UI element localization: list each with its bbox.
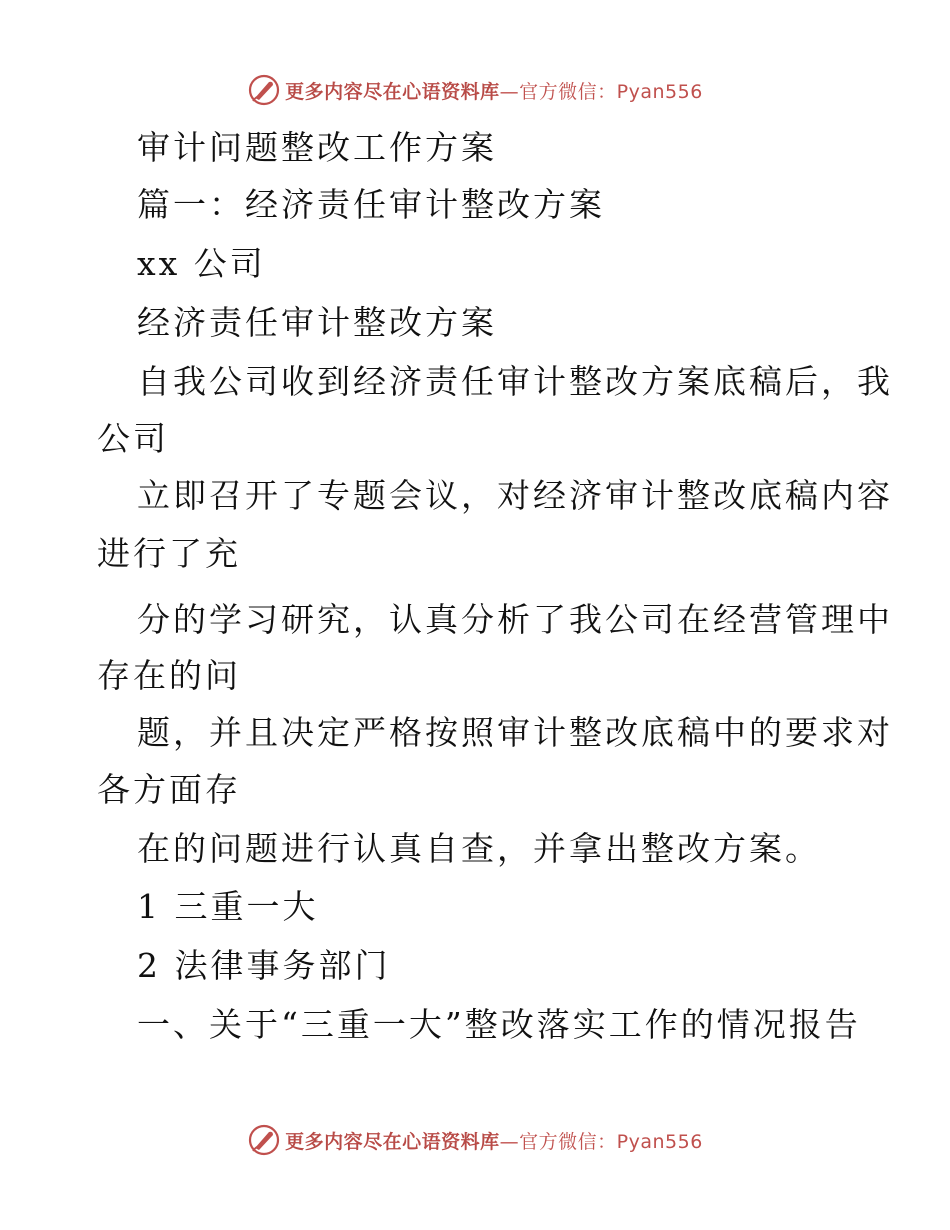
list-item: 1 三重一大	[137, 887, 319, 926]
paragraph-line: 存在的问	[97, 656, 241, 695]
report-heading: 一、关于“三重一大”整改落实工作的情况报告	[137, 1005, 861, 1044]
list-item: 2 法律事务部门	[137, 946, 391, 985]
section-title: 经济责任审计整改方案	[137, 303, 497, 342]
paragraph-line: 公司	[97, 419, 169, 458]
chapter-heading: 篇一：经济责任审计整改方案	[137, 185, 605, 224]
paragraph-line: 各方面存	[97, 770, 241, 809]
paragraph-line: 题，并且决定严格按照审计整改底稿中的要求对	[137, 713, 893, 752]
watermark-wechat-text: 官方微信：Pyan556	[519, 80, 703, 103]
quill-pen-logo-icon	[247, 73, 281, 107]
watermark-separator: —	[499, 80, 520, 103]
watermark-separator: —	[499, 1130, 520, 1153]
watermark-site-text: 更多内容尽在心语资料库	[285, 1130, 500, 1153]
document-title: 审计问题整改工作方案	[137, 128, 497, 167]
company-name: xx 公司	[137, 244, 266, 283]
paragraph-line: 进行了充	[97, 534, 241, 573]
watermark-banner-bottom	[0, 1120, 950, 1160]
watermark-wechat-text: 官方微信：Pyan556	[519, 1130, 703, 1153]
quill-pen-logo-icon	[247, 1123, 281, 1157]
paragraph-line: 立即召开了专题会议，对经济审计整改底稿内容	[137, 476, 893, 515]
paragraph-line: 在的问题进行认真自查，并拿出整改方案。	[137, 829, 821, 868]
watermark-banner-top	[0, 70, 950, 110]
paragraph-line: 分的学习研究，认真分析了我公司在经营管理中	[137, 600, 893, 639]
paragraph-line: 自我公司收到经济责任审计整改方案底稿后，我	[137, 362, 893, 401]
watermark-site-text: 更多内容尽在心语资料库	[285, 80, 500, 103]
